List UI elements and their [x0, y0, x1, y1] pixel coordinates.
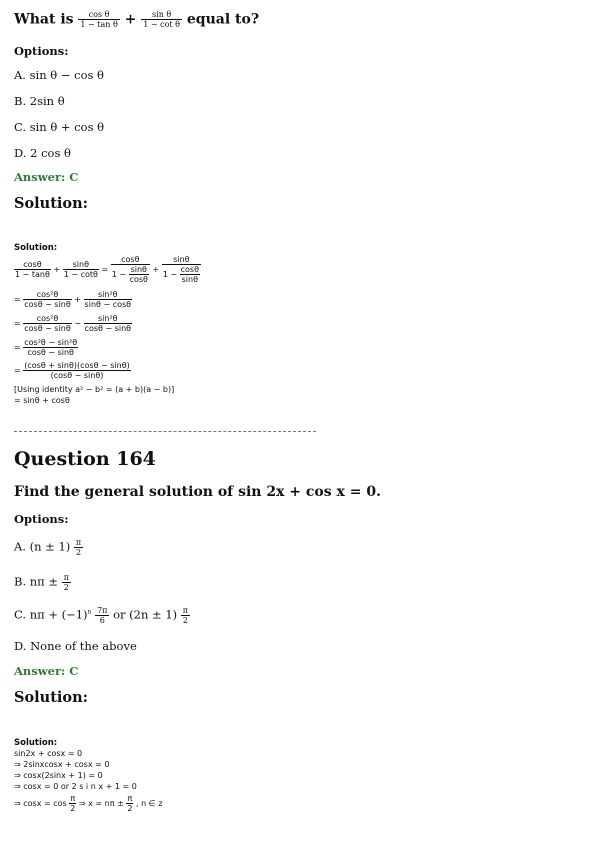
solution-line-7: = sinθ + cosθ	[14, 396, 70, 405]
solution-line-4: ⇒ cosx = 0 or 2 s i n x + 1 = 0	[14, 782, 137, 791]
solution-line-6: [Using identity a² − b² = (a + b)(a − b)]	[14, 385, 175, 394]
question-suffix: equal to?	[186, 11, 260, 28]
solution-heading: Solution:	[14, 195, 88, 212]
options-label: Options:	[14, 44, 69, 58]
fraction: $\frac{7\pi}{6}$	[97, 606, 108, 625]
option-a: A. sin θ − cos θ	[14, 68, 104, 82]
question-prefix: What is	[14, 11, 74, 28]
fraction-denominator: 1 − cot θ	[143, 20, 180, 29]
compound-fraction: sinθ 1 − $\frac{\cos\theta}{\sin\theta}$	[162, 255, 199, 284]
answer-label: Answer: C	[14, 170, 79, 184]
fraction-numerator: sin θ	[141, 10, 182, 20]
fraction: $\frac{\pi}{2}$	[182, 606, 189, 625]
fraction: $\frac{\cos\theta}{1 - \tan\theta}$	[15, 260, 50, 279]
solution-line-1: sin2x + cosx = 0	[14, 749, 83, 758]
fraction: $\frac{\pi}{2}$	[75, 538, 82, 557]
option-d: D. 2 cos θ	[14, 146, 71, 160]
section-divider	[14, 431, 316, 432]
question-164-title: Question 164	[14, 448, 156, 470]
fraction: $\frac{\pi}{2}$	[63, 573, 69, 592]
solution-line-5: ⇒ cosx = cos $\frac{\pi}{2}$ ⇒ x = nπ ± $\frac{\pi}{2}$ , n ∈ z	[14, 794, 163, 813]
fraction-cos-over-1-minus-tan	[78, 10, 119, 29]
solution-line-3: = $\frac{\text{cos²θ}}{\cos\theta - \sin\theta}$ − $\frac{\text{sin²θ}}{\cos\theta - \sin\theta}$	[14, 314, 132, 333]
solution-title: Solution:	[14, 243, 58, 253]
solution-line-4: = $\frac{\text{cos²θ − sin²θ}}{\cos\theta - \sin\theta}$	[14, 338, 78, 357]
option-b: B. nπ ± $\frac{\pi}{2}$	[14, 573, 69, 592]
plus-sign: +	[124, 11, 137, 28]
option-b: B. 2sin θ	[14, 94, 65, 108]
fraction-numerator: cos θ	[78, 10, 119, 20]
solution-heading: Solution:	[14, 689, 88, 706]
question-163-text	[14, 10, 259, 29]
fraction: $\frac{\sin\theta}{1 - \cot\theta}$	[63, 260, 98, 279]
option-c: C. $n\pi + (-1)^n$ $\frac{7\pi}{6}$ or (2n ± 1) $\frac{\pi}{2}$	[14, 606, 189, 625]
solution-line-3: ⇒ cosx(2sinx + 1) = 0	[14, 771, 103, 780]
options-label: Options:	[14, 512, 69, 526]
compound-fraction: cosθ 1 − $\frac{\sin\theta}{\cos\theta}$	[111, 255, 148, 284]
option-a: A. (n ± 1) $\frac{\pi}{2}$	[14, 538, 82, 557]
option-c: C. sin θ + cos θ	[14, 120, 105, 134]
fraction-denominator: 1 − tan θ	[80, 20, 118, 29]
solution-line-2: = $\frac{\text{cos²θ}}{\cos\theta - \sin\theta}$ + $\frac{\text{sin²θ}}{\sin\theta - \cos\theta}$	[14, 290, 132, 309]
fraction-sin-over-1-minus-cot	[141, 10, 182, 29]
option-d: D. None of the above	[14, 639, 137, 653]
solution-line-1: $\frac{\cos\theta}{1 - \tan\theta}$ + $\frac{\sin\theta}{1 - \cot\theta}$ = cosθ 1 − $\frac{\sin\theta}{\cos\theta}$ + sinθ 1 − $\frac{\cos\theta}{\sin\theta}$	[15, 255, 199, 284]
solution-line-2: ⇒ 2sinxcosx + cosx = 0	[14, 760, 110, 769]
solution-title: Solution:	[14, 738, 58, 748]
answer-label: Answer: C	[14, 664, 79, 678]
solution-line-5: = $\frac{(\cos\theta + \sin\theta)(\cos\theta - \sin\theta)}{(\cos\theta - \sin\theta)}$	[14, 361, 130, 380]
question-164-text: Find the general solution of sin 2x + cos x = 0.	[14, 484, 381, 500]
